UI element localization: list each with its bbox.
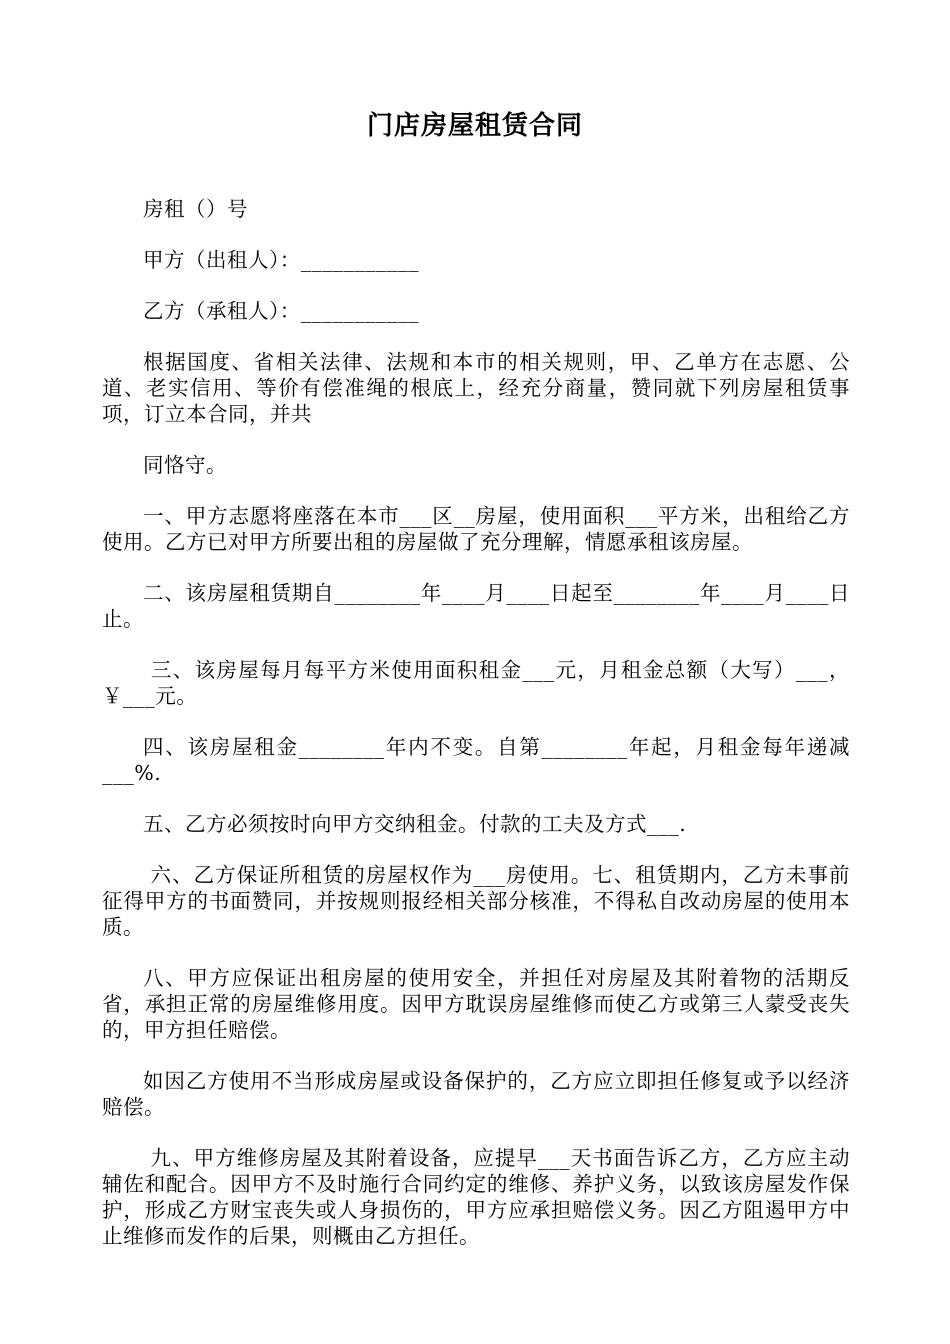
clause-9: 九、甲方维修房屋及其附着设备，应提早___天书面告诉乙方，乙方应主动辅佐和配合。因甲方不及时施行合同约定的维修、养护义务，以致该房屋发作保护，形成乙方财宝丧失或人身损伤的，甲方应承担赔偿义务。因乙方阻遏甲方中止维修而发作的后果，则概由乙方担任。 xyxy=(102,1146,850,1248)
clause-2: 二、该房屋租赁期自________年____月____日起至________年____月____日止。 xyxy=(102,581,850,631)
document-title: 门店房屋租赁合同 xyxy=(366,111,583,141)
clause-8: 八、甲方应保证出租房屋的使用安全，并担任对房屋及其附着物的活期反省，承担正常的房屋维修用度。因甲方耽误房屋维修而使乙方或第三人蒙受丧失的，甲方担任赔偿。 xyxy=(102,966,850,1042)
clause-1: 一、甲方志愿将座落在本市___区__房屋，使用面积___平方米，出租给乙方使用。乙方已对甲方所要出租的房屋做了充分理解，情愿承租该房屋。 xyxy=(102,504,850,554)
party-a-line: 甲方（出租人）：___________ xyxy=(143,248,419,272)
party-b-line: 乙方（承租人）：___________ xyxy=(143,299,419,323)
document-body xyxy=(102,196,850,1274)
clause-4: 四、该房屋租金________年内不变。自第________年起，月租金每年递减___%. xyxy=(102,735,850,785)
clause-6-7: 六、乙方保证所租赁的房屋权作为___房使用。七、租赁期内，乙方未事前征得甲方的书面赞同，并按规则报经相关部分核准，不得私自改动房屋的使用本质。 xyxy=(102,863,850,939)
contract-number: 房租（）号 xyxy=(143,197,248,221)
clause-3: 三、该房屋每月每平方米使用面积租金___元，月租金总额（大写）___，￥___元。 xyxy=(102,658,850,708)
preamble-continuation: 同恪守。 xyxy=(143,453,227,477)
preamble-paragraph: 根据国度、省相关法律、法规和本市的相关规则，甲、乙单方在志愿、公道、老实信用、等价有偿准绳的根底上，经充分商量，赞同就下列房屋租赁事项，订立本合同，并共 xyxy=(102,350,850,426)
clause-5: 五、乙方必须按时向甲方交纳租金。付款的工夫及方式___. xyxy=(143,812,687,836)
clause-8-supplement: 如因乙方使用不当形成房屋或设备保护的，乙方应立即担任修复或予以经济赔偿。 xyxy=(102,1069,850,1119)
